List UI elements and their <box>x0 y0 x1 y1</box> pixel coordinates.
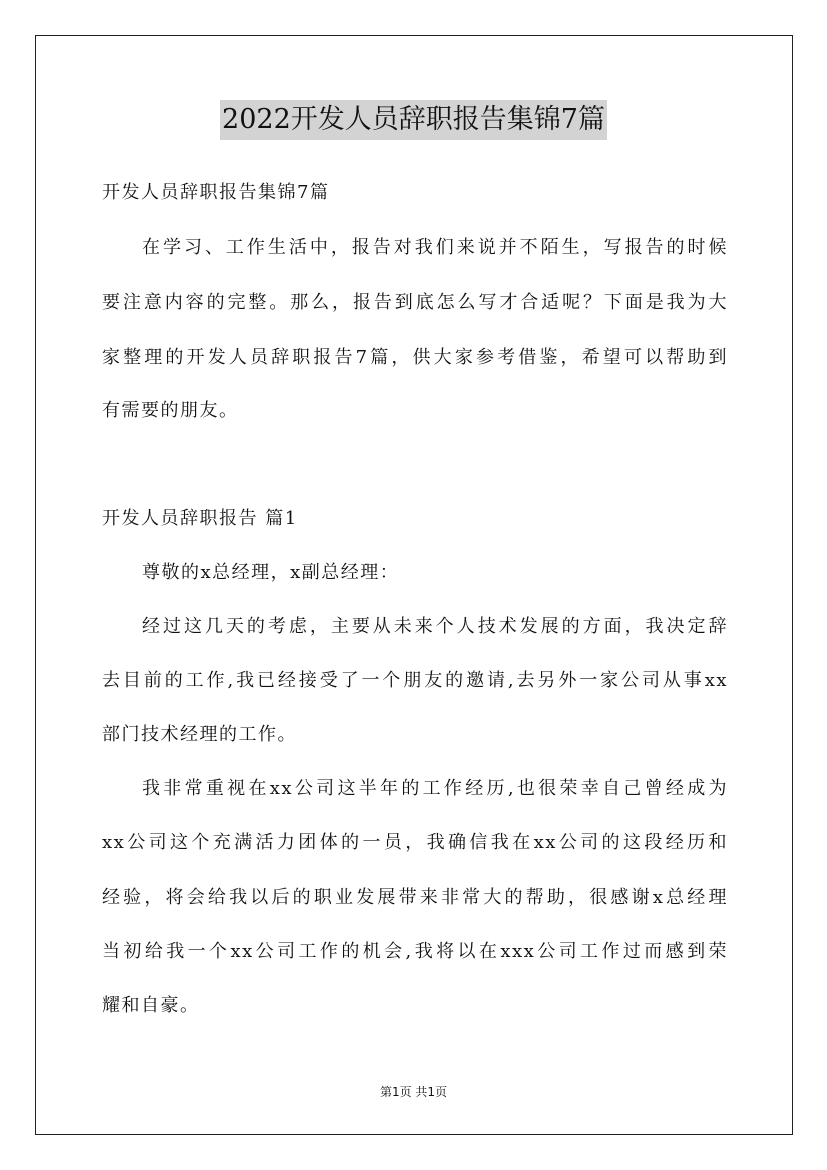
paragraph2-line-3: 经验，将会给我以后的职业发展带来非常大的帮助，很感谢x总经理 <box>102 887 728 908</box>
subtitle: 开发人员辞职报告集锦7篇 <box>102 182 330 203</box>
paragraph1-line-2: 去目前的工作,我已经接受了一个朋友的邀请,去另外一家公司从事xx <box>102 670 728 691</box>
salutation: 尊敬的x总经理，x副总经理： <box>142 562 400 583</box>
paragraph2-line-5: 耀和自豪。 <box>102 995 200 1016</box>
intro-line-1: 在学习、工作生活中，报告对我们来说并不陌生，写报告的时候 <box>142 237 728 258</box>
intro-line-4: 有需要的朋友。 <box>102 400 239 421</box>
title-container <box>0 100 827 140</box>
paragraph1-line-3: 部门技术经理的工作。 <box>102 724 297 745</box>
intro-line-2: 要注意内容的完整。那么，报告到底怎么写才合适呢？下面是我为大 <box>102 292 728 313</box>
intro-line-3: 家整理的开发人员辞职报告7篇，供大家参考借鉴，希望可以帮助到 <box>102 347 728 368</box>
page-footer: 第1页 共1页 <box>379 1085 448 1099</box>
paragraph2-line-2: xx公司这个充满活力团体的一员，我确信我在xx公司的这段经历和 <box>102 832 728 853</box>
document-title: 2022开发人员辞职报告集锦7篇 <box>220 100 607 140</box>
section-heading: 开发人员辞职报告 篇1 <box>102 508 298 529</box>
paragraph1-line-1: 经过这几天的考虑，主要从未来个人技术发展的方面，我决定辞 <box>142 616 728 637</box>
paragraph2-line-4: 当初给我一个xx公司工作的机会,我将以在xxx公司工作过而感到荣 <box>102 941 728 962</box>
paragraph2-line-1: 我非常重视在xx公司这半年的工作经历,也很荣幸自己曾经成为 <box>142 778 728 799</box>
